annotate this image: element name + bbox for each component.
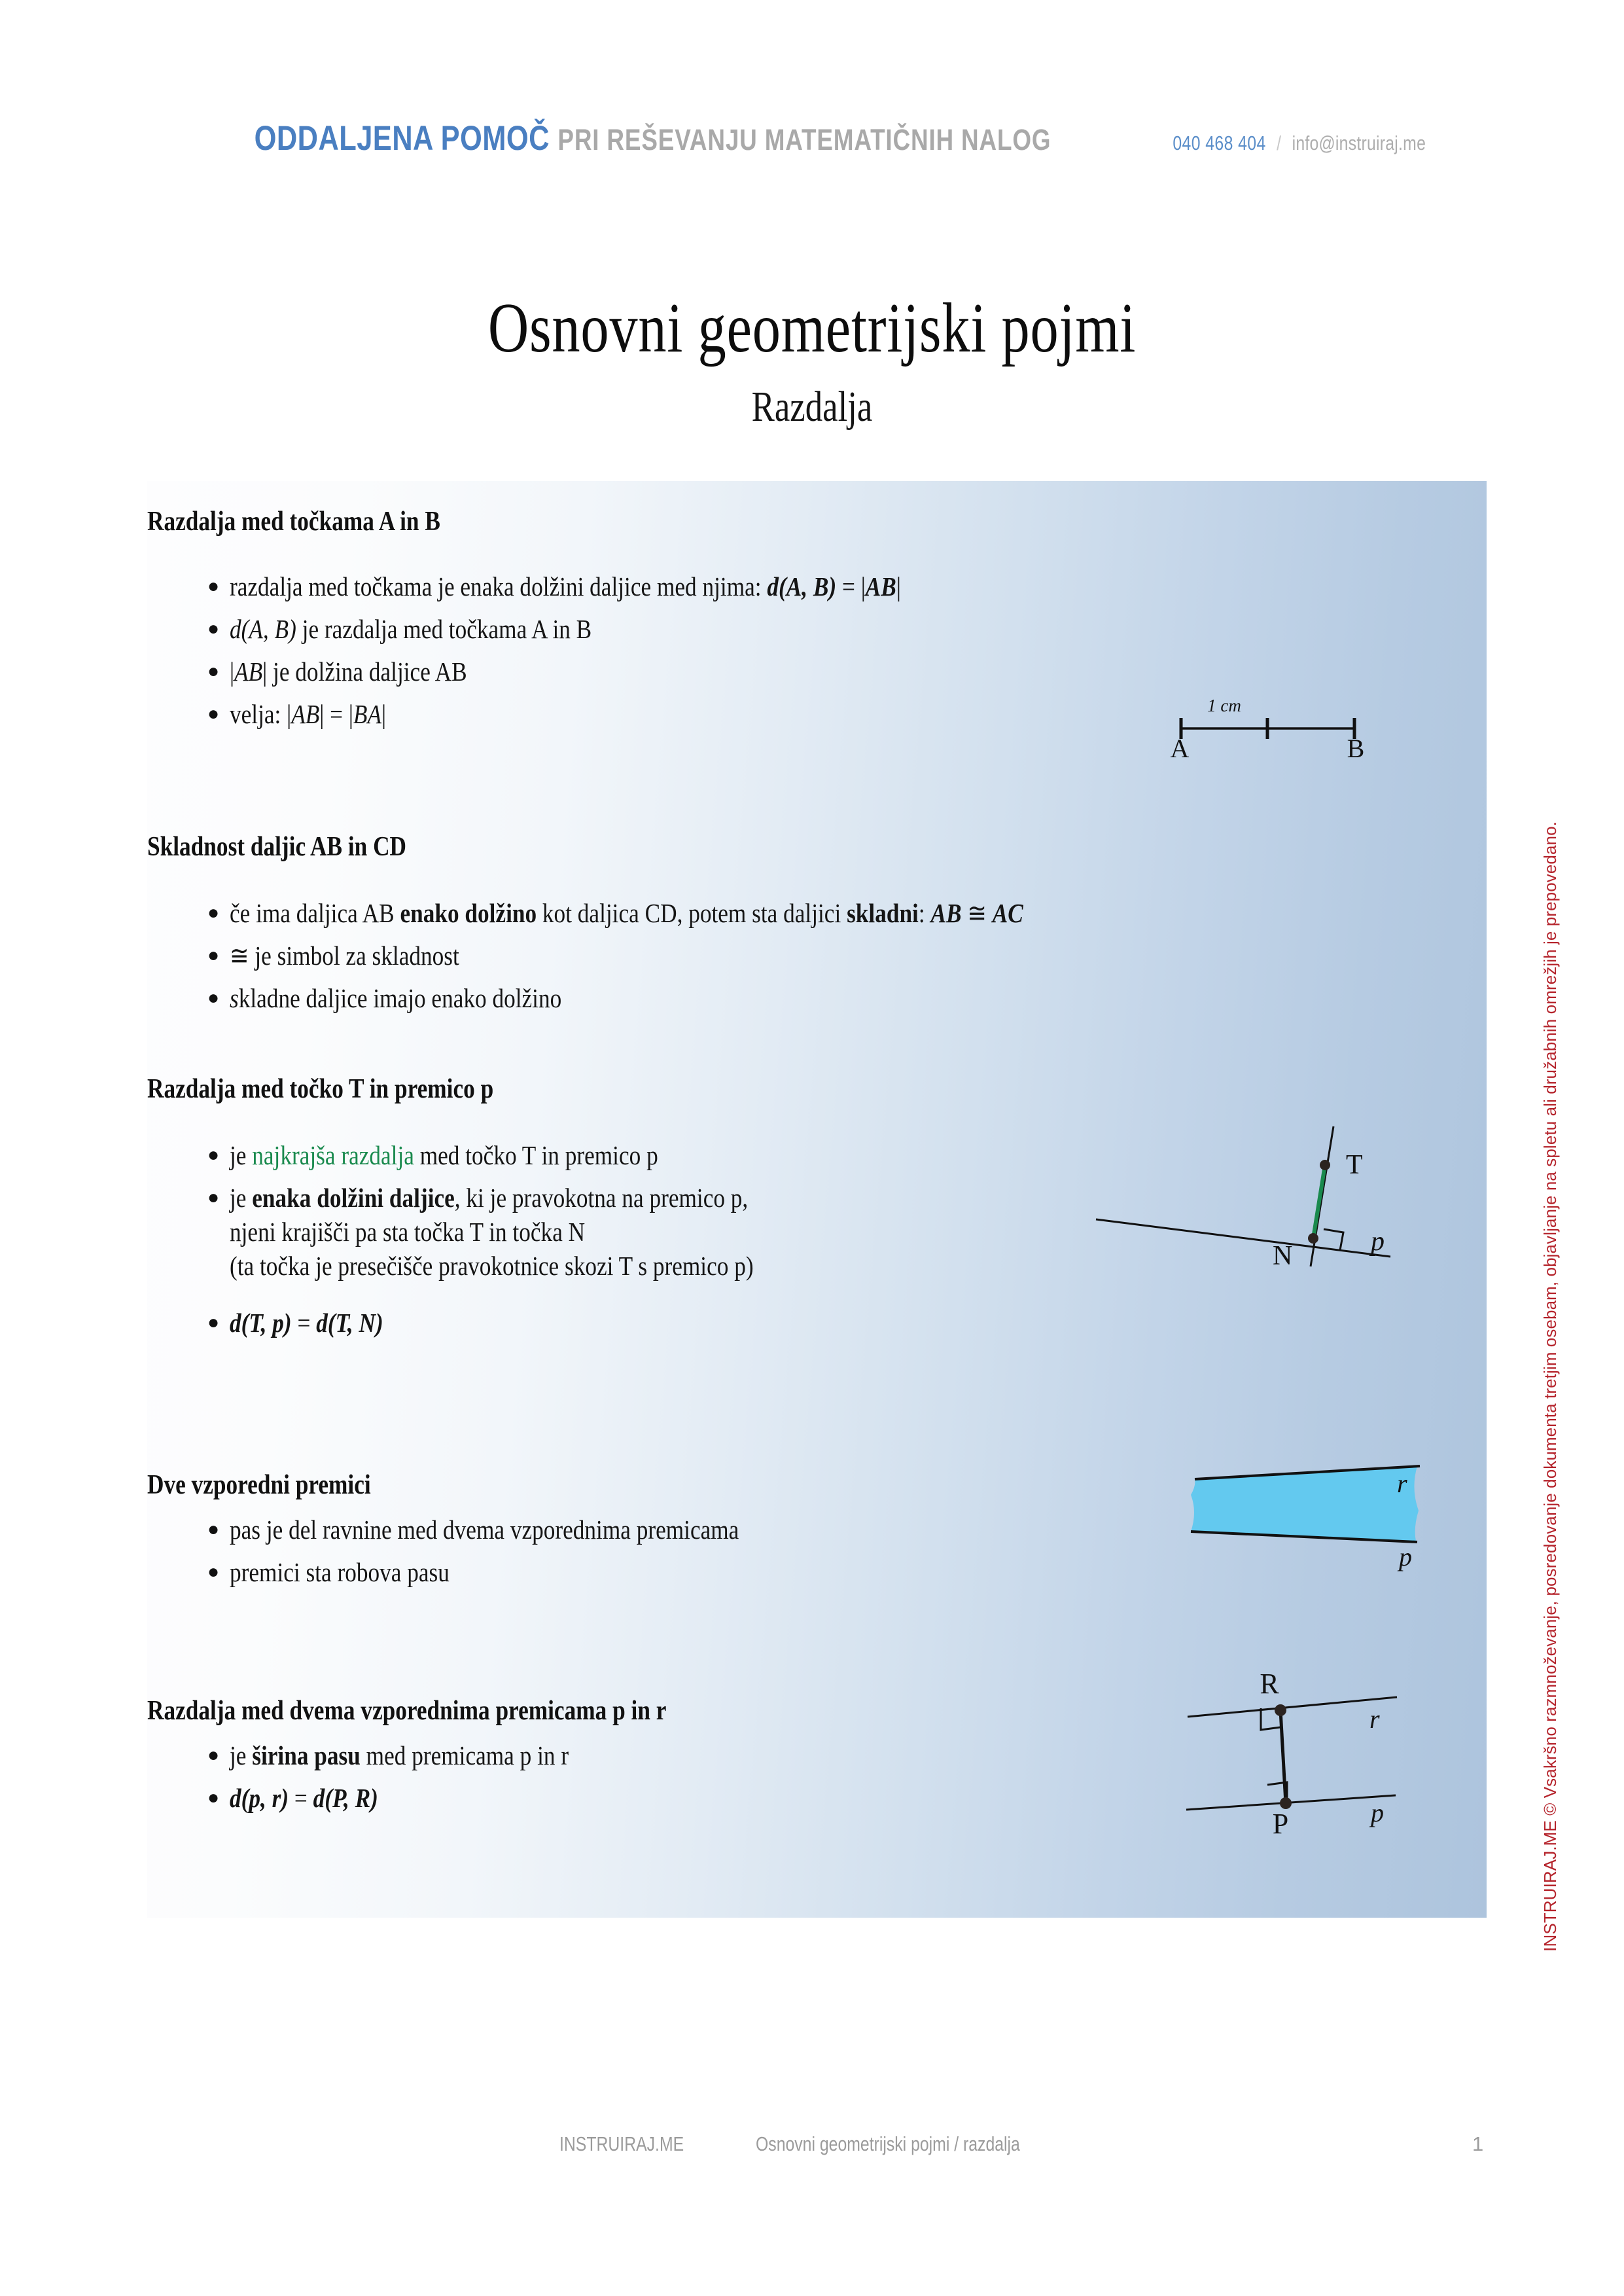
figure-parallel-lines-distance (1135, 1613, 1423, 1840)
bullet-marker: ● (207, 660, 220, 682)
bullet-line-1: je enaka dolžini daljice, ki je pravokotna na premico p, (230, 1183, 749, 1213)
page-header (0, 121, 1624, 156)
page-subtitle: Razdalja (751, 383, 873, 431)
bullet-marker: ● (207, 1187, 220, 1208)
brand-name: ODDALJENA POMOČ (254, 119, 550, 158)
bullet-text: ≅ je simbol za skladnost (230, 941, 459, 971)
bullet-text: velja: |AB| = |BA| (230, 699, 387, 729)
section-heading-skladnost: Skladnost daljic AB in CD (147, 832, 407, 862)
bullet-line-3: (ta točka je presečišče pravokotnice skozi T s premico p) (230, 1251, 754, 1281)
footer-page-number: 1 (1472, 2132, 1484, 2155)
list-item (207, 612, 650, 646)
bullet-text: d(T, p) = d(T, N) (230, 1308, 383, 1338)
bullet-marker: ● (207, 944, 220, 966)
bullet-marker: ● (207, 618, 220, 639)
bullet-marker: ● (207, 1787, 220, 1808)
contact-separator: / (1276, 132, 1281, 154)
svg-text:N: N (1273, 1241, 1293, 1271)
bullet-marker: ● (207, 902, 220, 924)
list-item (207, 896, 1152, 930)
copyright-side-note: INSTRUIRAJ.ME © Vsakršno razmnoževanje, posredovanje dokumenta tretjim osebam, objavljanje na spletu ali družabnih omrežjih je prepovedano. (1540, 821, 1560, 1952)
figure-segment-ab-ruler (1142, 677, 1377, 762)
content-area (147, 481, 1487, 1918)
svg-text:P: P (1272, 1808, 1289, 1840)
list-item (207, 1181, 839, 1283)
figure-point-to-line-distance (1063, 1136, 1403, 1273)
svg-text:p: p (1371, 1227, 1385, 1257)
bullet-line-2: njeni krajišči pa sta točka T in točka N (230, 1217, 586, 1247)
bullet-marker: ● (207, 1561, 220, 1583)
svg-text:r: r (1397, 1469, 1407, 1498)
brand-title-line (254, 121, 1051, 156)
bullet-text: |AB| je dolžina daljice AB (230, 656, 467, 687)
svg-text:B: B (1347, 734, 1365, 763)
brand-contact-line (1173, 132, 1426, 155)
bullet-text: je širina pasu med premicama p in r (230, 1740, 569, 1770)
page-title: Osnovni geometrijski pojmi (487, 289, 1137, 367)
svg-text:T: T (1346, 1150, 1363, 1180)
contact-email[interactable]: info@instruiraj.me (1292, 132, 1426, 154)
svg-text:A: A (1170, 734, 1190, 763)
bullet-marker: ● (207, 1518, 220, 1540)
page-footer (0, 2132, 1624, 2172)
brand-tagline: PRI REŠEVANJU MATEMATIČNIH NALOG (557, 123, 1051, 156)
list-item (207, 981, 616, 1015)
list-item (207, 1738, 624, 1772)
list-item (207, 697, 412, 731)
bullet-text: je najkrajša razdalja med točko T in premico p (230, 1140, 658, 1170)
bullet-marker: ● (207, 1744, 220, 1766)
section-heading-razdalja-ab: Razdalja med točkama A in B (147, 507, 440, 537)
bullet-text: razdalja med točkama je enaka dolžini daljice med njima: d(A, B) = |AB| (230, 571, 901, 601)
bullet-text: d(A, B) je razdalja med točkama A in B (230, 614, 592, 644)
list-item (207, 1513, 822, 1547)
bullet-text: skladne daljice imajo enako dolžino (230, 983, 562, 1013)
bullet-text: če ima daljica AB enako dolžino kot daljica CD, potem sta daljici skladni: AB ≅ AC (230, 898, 1023, 928)
section-heading-razdalja-premici: Razdalja med dvema vzporednima premicama p in r (147, 1696, 667, 1726)
bullet-text (230, 1181, 754, 1283)
bullet-marker: ● (207, 575, 220, 597)
svg-text:p: p (1399, 1542, 1412, 1571)
bullet-marker: ● (207, 1144, 220, 1166)
bullet-text: d(p, r) = d(P, R) (230, 1783, 378, 1813)
section-heading-vzporedni: Dve vzporedni premici (147, 1470, 371, 1500)
footer-brand: INSTRUIRAJ.ME (559, 2132, 684, 2155)
bullet-text: premici sta robova pasu (230, 1557, 450, 1587)
svg-text:1 cm: 1 cm (1207, 696, 1241, 715)
footer-topic: Osnovni geometrijski pojmi / razdalja (756, 2132, 1020, 2155)
contact-phone[interactable]: 040 468 404 (1173, 132, 1266, 154)
list-item (207, 1306, 408, 1340)
content-panel (147, 481, 1487, 1918)
bullet-marker: ● (207, 1312, 220, 1333)
figure-parallel-band (1158, 1420, 1433, 1571)
svg-text:r: r (1369, 1704, 1380, 1734)
list-item (207, 939, 497, 973)
list-item (207, 1781, 402, 1815)
section-heading-tocka-premica: Razdalja med točko T in premico p (147, 1074, 494, 1104)
list-item (207, 569, 1010, 603)
list-item (207, 1138, 728, 1172)
bullet-marker: ● (207, 987, 220, 1009)
svg-text:p: p (1371, 1798, 1384, 1827)
list-item (207, 1555, 485, 1589)
bullet-marker: ● (207, 703, 220, 725)
svg-text:R: R (1260, 1668, 1279, 1700)
bullet-text: pas je del ravnine med dvema vzporednima premicama (230, 1515, 739, 1545)
list-item (207, 655, 506, 689)
